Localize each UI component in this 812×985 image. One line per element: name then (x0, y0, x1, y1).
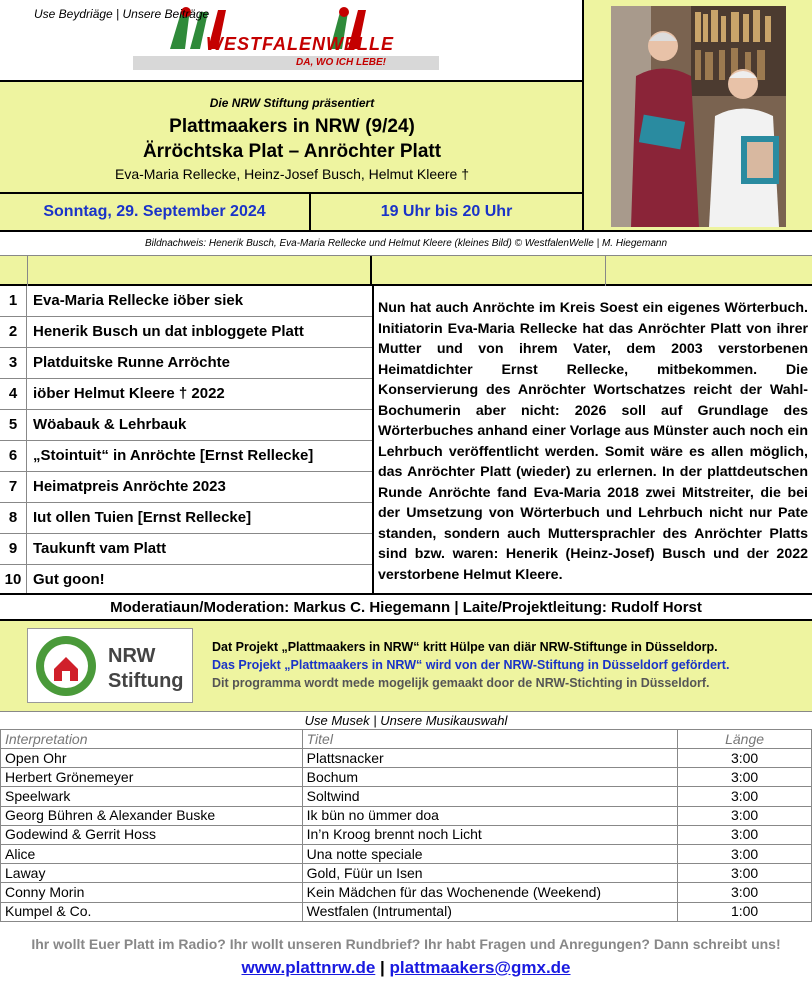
photo-credit: Bildnachweis: Henerik Busch, Eva-Maria Rellecke und Helmut Kleere (kleines Bild) © WestfalenWelle | M. Hiegemann (0, 234, 812, 256)
music-length: 3:00 (678, 864, 812, 883)
music-title: Kein Mädchen für das Wochenende (Weekend) (302, 883, 678, 902)
music-artist: Georg Bühren & Alexander Buske (1, 806, 303, 825)
music-artist: Godewind & Gerrit Hoss (1, 825, 303, 844)
program-row-number: 1 (0, 286, 27, 316)
column-header-interpretation: Interpretation (1, 730, 303, 749)
footer-separator: | (380, 958, 385, 977)
broadcast-time: 19 Uhr bis 20 Uhr (311, 194, 584, 232)
program-row (0, 348, 372, 379)
music-table (0, 729, 812, 922)
program-row (0, 441, 372, 472)
program-description: Nun hat auch Anröchte im Kreis Soest ein eigenes Wörterbuch. Initiatorin Eva-Maria Rellecke hat das Anröchter Platt von ihrer Mutter und von ihrem Vater, dem 2003 verstorbenen Heimatdichter Ernst Rellecke, mitbekommen. Die Konservierung des Anröchter Wortschatzes reicht der Wahl-Bochumerin aber nicht: 2026 soll auf Grundlage des Wörterbuches anhand einer Vorlage aus Münster auch noch ein Lehrbuch veröffentlicht werden. Somit wäre es allen möglich, das Anröchter Platt (wieder) zu erlernen. In der plattdeutschen Runde Anröchte fand Eva-Maria 2018 zwei Mitstreiter, die bei der Umsetzung von Wörterbuch und Lehrbuch nicht nur Pate standen, sondern auch Muttersprachler des Anröchter Platts sind bzw. waren: Henerik (Heinz-Josef) Busch und der 2022 verstorbene Helmut Kleere. (378, 300, 808, 583)
program-column-divider (372, 286, 374, 593)
music-title: Una notte speciale (302, 844, 678, 863)
program-row (0, 565, 372, 596)
music-caption: Use Musek | Unsere Musikauswahl (0, 711, 812, 729)
nrw-logo-line1: NRW (108, 645, 156, 667)
program-header-num-cell (0, 256, 28, 286)
program-row-number: 8 (0, 503, 27, 533)
program-row-number: 5 (0, 410, 27, 440)
moderation-credit: Moderatiaun/Moderation: Markus C. Hiegemann | Laite/Projektleitung: Rudolf Horst (0, 593, 812, 621)
music-artist: Conny Morin (1, 883, 303, 902)
program-row (0, 379, 372, 410)
program-row-number: 10 (0, 565, 27, 595)
program-row-title: Platduitske Runne Arröchte (33, 354, 230, 371)
music-artist: Open Ohr (1, 749, 303, 768)
music-artist: Speelwark (1, 787, 303, 806)
nrw-text-german: Das Projekt „Plattmaakers in NRW“ wird von der NRW-Stiftung in Düsseldorf gefördert. (212, 658, 730, 672)
music-header-row (1, 730, 812, 749)
music-row (1, 883, 812, 902)
music-title: Ik bün no ümmer doa (302, 806, 678, 825)
program-row-title: Eva-Maria Rellecke iöber siek (33, 292, 244, 309)
program-header (0, 256, 812, 286)
music-length: 3:00 (678, 768, 812, 787)
music-length: 3:00 (678, 825, 812, 844)
title-block (0, 82, 584, 194)
guest-names: Eva-Maria Rellecke, Heinz-Josef Busch, Helmut Kleere † (114, 166, 470, 182)
nrw-text-plattdeutsch: Dat Projekt „Plattmaakers in NRW“ kritt Hülpe van diär NRW-Stiftunge in Düsseldorp. (212, 640, 718, 654)
nrw-logo-line2: Stiftung (108, 670, 184, 692)
program-row-title: Henerik Busch un dat inbloggete Platt (33, 323, 304, 340)
music-title: Bochum (302, 768, 678, 787)
music-artist: Herbert Grönemeyer (1, 768, 303, 787)
program-row-title: Iut ollen Tuien [Ernst Rellecke] (33, 509, 252, 526)
program-header-title-cell (28, 256, 372, 286)
music-row (1, 768, 812, 787)
program-header-blank-cell (374, 256, 606, 286)
music-length: 1:00 (678, 902, 812, 921)
website-link[interactable]: www.plattnrw.de (241, 958, 376, 977)
music-title: Soltwind (302, 787, 678, 806)
program-row-number: 9 (0, 534, 27, 564)
page-title: Plattmaakers in NRW (9/24) (169, 116, 415, 137)
column-header-title: Titel (302, 730, 678, 749)
music-row (1, 806, 812, 825)
nrw-text-dutch: Dit programma wordt mede mogelijk gemaakt door de NRW-Stichting in Düsseldorf. (212, 676, 710, 690)
program-row-number: 2 (0, 317, 27, 347)
program-row-number: 7 (0, 472, 27, 502)
program-row-number: 6 (0, 441, 27, 471)
program-row-title: Wöabauk & Lehrbauk (33, 416, 187, 433)
music-row (1, 749, 812, 768)
program-row-title: Taukunft vam Platt (33, 540, 167, 557)
music-length: 3:00 (678, 787, 812, 806)
guest-photo (611, 6, 786, 227)
music-length: 3:00 (678, 883, 812, 902)
program-row (0, 472, 372, 503)
page-subtitle: Ärröchtska Plat – Anröchter Platt (142, 141, 442, 162)
program-row-title: iöber Helmut Kleere † 2022 (33, 385, 225, 402)
footer-question: Ihr wollt Euer Platt im Radio? Ihr wollt unseren Rundbrief? Ihr habt Fragen und Anregungen? Dann schreibt uns! (31, 936, 781, 952)
email-link[interactable]: plattmaakers@gmx.de (389, 958, 571, 977)
nrw-stiftung-logo (27, 628, 193, 703)
column-header-length: Länge (678, 730, 812, 749)
music-title: Gold, Füür un Isen (302, 864, 678, 883)
program-row (0, 503, 372, 534)
music-title: Westfalen (Intrumental) (302, 902, 678, 921)
program-row-number: 4 (0, 379, 27, 409)
music-row (1, 825, 812, 844)
music-artist: Kumpel & Co. (1, 902, 303, 921)
music-artist: Laway (1, 864, 303, 883)
music-title: Plattsnacker (302, 749, 678, 768)
broadcast-date: Sonntag, 29. September 2024 (0, 194, 311, 232)
program-row (0, 410, 372, 441)
music-length: 3:00 (678, 749, 812, 768)
music-title: In’n Kroog brennt noch Licht (302, 825, 678, 844)
program-label: Use Beydriäge | Unsere Beiträge (34, 7, 210, 21)
presents-line: Die NRW Stiftung präsentiert (209, 96, 375, 110)
program-row (0, 286, 372, 317)
program-row (0, 317, 372, 348)
music-row (1, 902, 812, 921)
logo-underline-bar (133, 56, 439, 70)
program-row-title: Heimatpreis Anröchte 2023 (33, 478, 226, 495)
program-row-number: 3 (0, 348, 27, 378)
music-artist: Alice (1, 844, 303, 863)
music-row (1, 844, 812, 863)
music-row (1, 787, 812, 806)
program-row-title: „Stointuit“ in Anröchte [Ernst Rellecke] (33, 447, 314, 464)
logo-wordmark: WESTFALENWELLE (206, 34, 394, 54)
music-length: 3:00 (678, 844, 812, 863)
program-row (0, 534, 372, 565)
program-row-title: Gut goon! (33, 571, 105, 588)
logo-tagline: DA, WO ICH LEBE! (296, 57, 386, 68)
music-row (1, 864, 812, 883)
footer-links (0, 958, 812, 978)
music-length: 3:00 (678, 806, 812, 825)
